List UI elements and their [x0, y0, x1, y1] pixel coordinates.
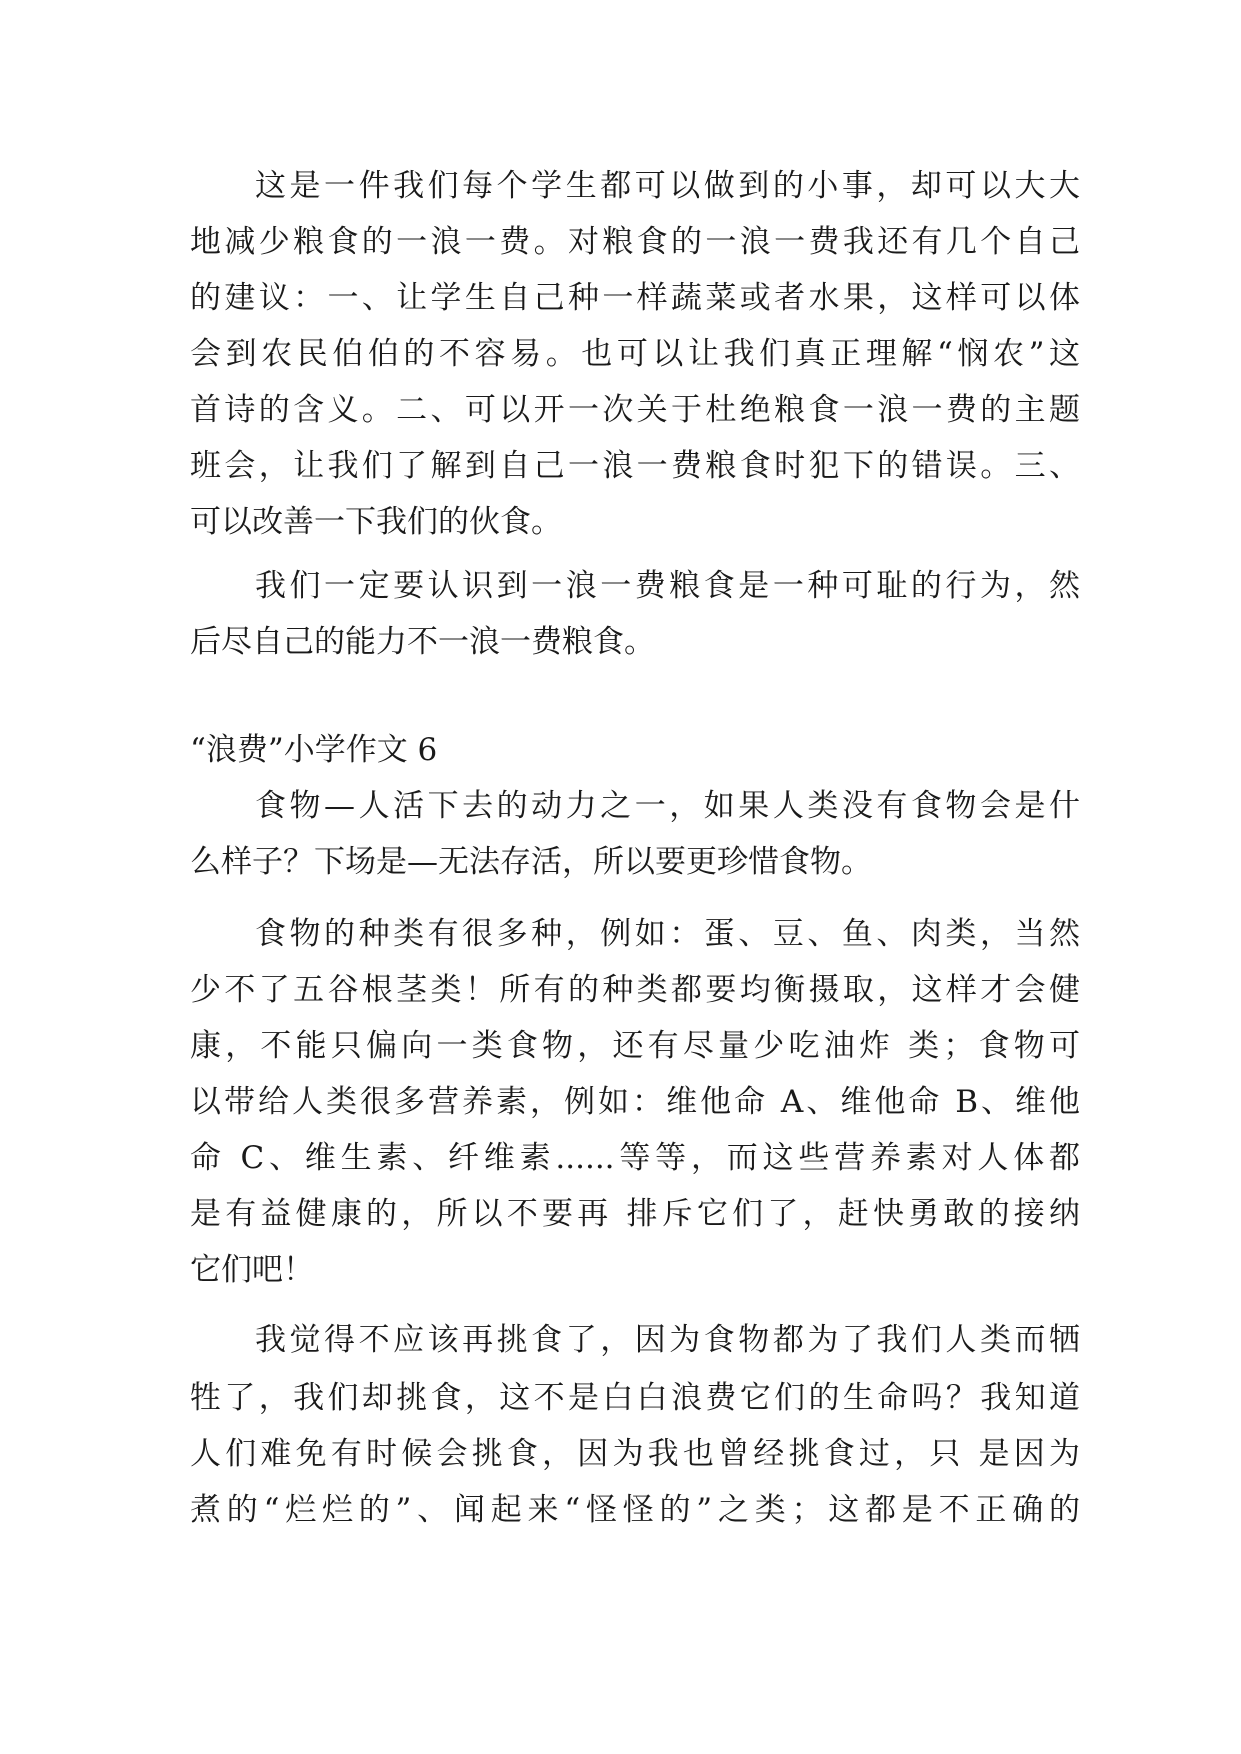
text-line: 可以改善一下我们的伙食。 — [190, 504, 562, 540]
text-line: 会到农民伯伯的不容易。也可以让我们真正理解“悯农”这 — [190, 336, 1080, 372]
text-line: 我们一定要认识到一浪一费粮食是一种可耻的行为，然 — [255, 568, 1080, 604]
text-line: 食物的种类有很多种，例如：蛋、豆、鱼、肉类，当然 — [255, 916, 1080, 952]
text-line: 煮的“烂烂的”、闻起来“怪怪的”之类；这都是不正确的 — [190, 1492, 1080, 1528]
text-line: 人们难免有时候会挑食，因为我也曾经挑食过，只 是因为 — [190, 1436, 1080, 1472]
text-line: 是有益健康的，所以不要再 排斥它们了，赶快勇敢的接纳 — [190, 1196, 1080, 1232]
text-line: 地减少粮食的一浪一费。对粮食的一浪一费我还有几个自己 — [190, 224, 1080, 260]
text-line: 牲了，我们却挑食，这不是白白浪费它们的生命吗？我知道 — [190, 1380, 1080, 1416]
text-line: 的建议：一、让学生自己种一样蔬菜或者水果，这样可以体 — [190, 280, 1080, 316]
text-line: 命 C、维生素、纤维素......等等，而这些营养素对人体都 — [190, 1140, 1080, 1176]
section-heading: “浪费”小学作文 6 — [190, 732, 438, 768]
text-line: 班会，让我们了解到自己一浪一费粮食时犯下的错误。三、 — [190, 448, 1080, 484]
text-line: 我觉得不应该再挑食了，因为食物都为了我们人类而牺 — [255, 1322, 1080, 1358]
text-line: 以带给人类很多营养素，例如：维他命 A、维他命 B、维他 — [190, 1084, 1080, 1120]
text-line: 康，不能只偏向一类食物，还有尽量少吃油炸 类；食物可 — [190, 1028, 1080, 1064]
text-line: 后尽自己的能力不一浪一费粮食。 — [190, 624, 655, 660]
text-line: 这是一件我们每个学生都可以做到的小事，却可以大大 — [255, 168, 1080, 204]
text-line: 少不了五谷根茎类！所有的种类都要均衡摄取，这样才会健 — [190, 972, 1080, 1008]
text-line: 么样子？下场是—无法存活，所以要更珍惜食物。 — [190, 844, 872, 880]
text-line: 食物—人活下去的动力之一，如果人类没有食物会是什 — [255, 788, 1080, 824]
text-line: 首诗的含义。二、可以开一次关于杜绝粮食一浪一费的主题 — [190, 392, 1080, 428]
text-line: 它们吧！ — [190, 1252, 314, 1288]
